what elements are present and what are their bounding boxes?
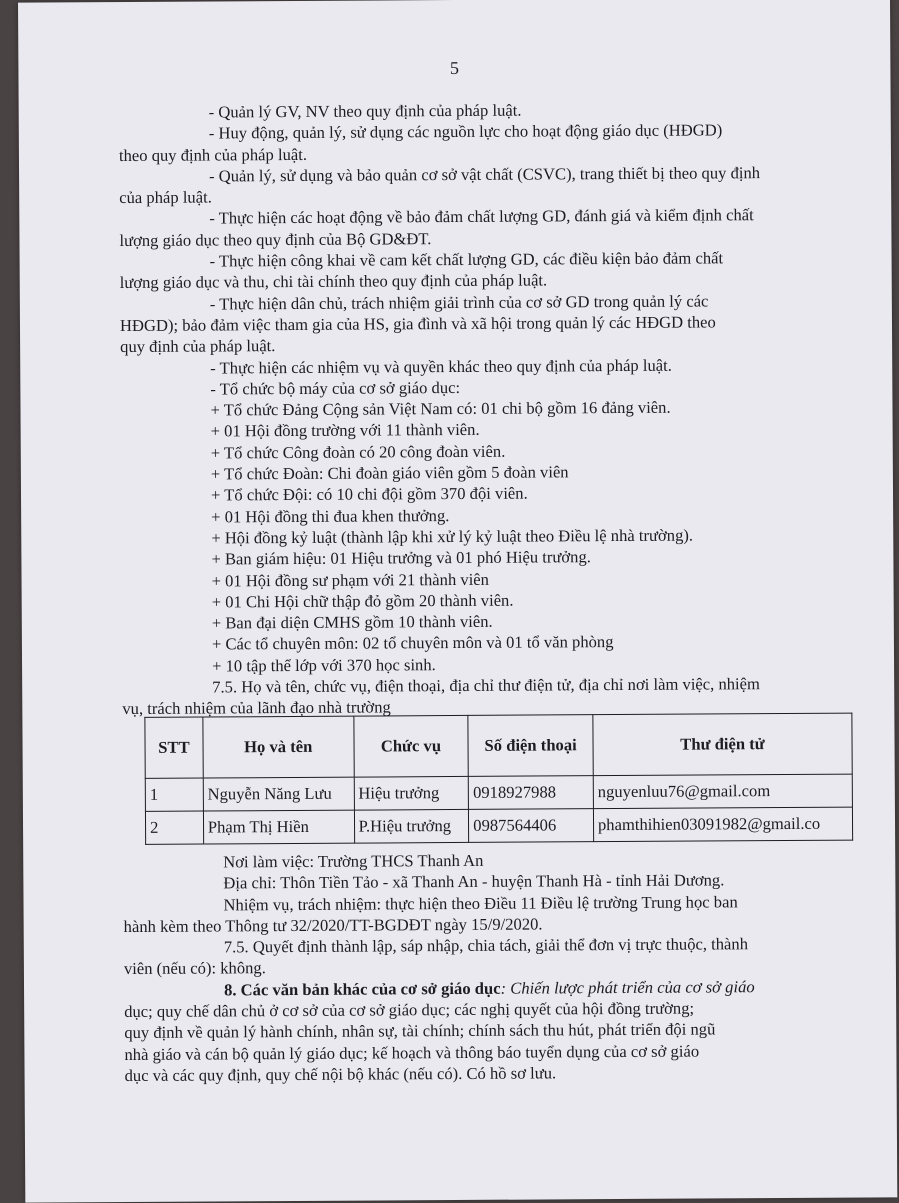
- text-line: + Ban giám hiệu: 01 Hiệu trưởng và 01 phó Hiệu trưởng.: [211, 547, 591, 569]
- header-phone: Số điện thoại: [468, 715, 593, 777]
- text-line: + Ban đại diện CMHS gồm 10 thành viên.: [211, 611, 493, 633]
- text-line: 7.5. Quyết định thành lập, sáp nhập, chia tách, giải thể đơn vị trực thuộc, thành: [223, 934, 749, 957]
- cell-email: phamthihien03091982@gmail.co: [593, 807, 852, 842]
- header-role: Chức vụ: [353, 715, 468, 777]
- cell-role: P.Hiệu trưởng: [354, 809, 469, 843]
- text-line: vụ, trách nhiệm của lãnh đạo nhà trường: [122, 697, 391, 719]
- text-line: + 10 tập thể lớp với 370 học sinh.: [212, 654, 436, 676]
- text-line: + Tổ chức Đoàn: Chi đoàn giáo viên gồm 5 đoàn viên: [210, 462, 569, 484]
- cell-stt: 1: [145, 778, 203, 811]
- text-line: + 01 Hội đồng thi đua khen thưởng.: [211, 505, 450, 527]
- section-8-lead: : Chiến lược phát triển của cơ sở giáo: [500, 976, 755, 998]
- section-8-line: quy định về quản lý hành chính, nhân sự, tài chính; chính sách thu hút, phát triển đội ngũ: [124, 1019, 716, 1043]
- cell-role: Hiệu trưởng: [354, 776, 469, 810]
- text-line: - Thực hiện công khai về cam kết chất lượng GD, các điều kiện bảo đảm chất: [209, 248, 724, 271]
- text-line: viên (nếu có): không.: [123, 958, 266, 979]
- section-8-heading: 8. Các văn bản khác của cơ sở giáo dục: [223, 978, 501, 1000]
- text-line: quy định của pháp luật.: [120, 336, 276, 357]
- header-name: Họ và tên: [203, 716, 354, 778]
- page-number: 5: [449, 57, 459, 79]
- section-8-line: dục và các quy định, quy chế nội bộ khác (nếu có). Có hồ sơ lưu.: [124, 1063, 557, 1086]
- text-line: Nhiệm vụ, trách nhiệm: thực hiện theo Điều 11 Điều lệ trường Trung học ban: [223, 891, 738, 915]
- text-line: 7.5. Họ và tên, chức vụ, điện thoại, địa chỉ thư điện tử, địa chỉ nơi làm việc, nhiệm: [212, 674, 760, 697]
- section-8-line: nhà giáo và cán bộ quản lý giáo dục; kế hoạch và thông báo tuyển dụng của cơ sở giáo: [124, 1041, 700, 1064]
- text-line: + Tổ chức Công đoàn có 20 công đoàn viên.: [210, 441, 506, 463]
- section-8-line: [124, 975, 840, 1001]
- document-page: [18, 0, 897, 1203]
- header-email: Thư điện tử: [593, 713, 852, 776]
- text-line: hành kèm theo Thông tư 32/2020/TT-BGDĐT ngày 15/9/2020.: [123, 914, 543, 936]
- text-line: + Hội đồng kỷ luật (thành lập khi xử lý kỷ luật theo Điều lệ nhà trường).: [211, 525, 694, 548]
- header-stt: STT: [145, 717, 203, 778]
- text-line: Địa chỉ: Thôn Tiền Tảo - xã Thanh An - huyện Thanh Hà - tỉnh Hải Dương.: [223, 870, 725, 893]
- cell-email: nguyenluu76@gmail.com: [593, 774, 852, 809]
- cell-stt: 2: [145, 811, 203, 844]
- text-line: - Huy động, quản lý, sử dụng các nguồn lực cho hoạt động giáo dục (HĐGD): [208, 120, 723, 143]
- text-line: - Tổ chức bộ máy của cơ sở giáo dục:: [210, 377, 461, 399]
- cell-phone: 0918927988: [468, 776, 593, 810]
- cell-phone: 0987564406: [469, 809, 594, 843]
- text-line: - Quản lý GV, NV theo quy định của pháp luật.: [208, 100, 522, 122]
- text-line: - Thực hiện dân chủ, trách nhiệm giải trình của cơ sở GD trong quản lý các: [209, 291, 709, 314]
- text-line: lượng giáo dục theo quy định của Bộ GD&ĐT.: [119, 228, 432, 250]
- table-row: [145, 774, 852, 811]
- text-line: + 01 Chi Hội chữ thập đỏ gồm 20 thành viên.: [211, 590, 514, 612]
- text-line: + Các tổ chuyên môn: 02 tổ chuyên môn và 01 tổ văn phòng: [211, 632, 614, 654]
- text-line: - Quản lý, sử dụng và bảo quản cơ sở vật chất (CSVC), trang thiết bị theo quy định: [209, 163, 761, 186]
- text-line: của pháp luật.: [119, 187, 212, 208]
- table-header-row: [145, 713, 852, 778]
- text-line: Nơi làm việc: Trường THCS Thanh An: [223, 850, 484, 872]
- table-row: [145, 807, 852, 844]
- text-line: theo quy định của pháp luật.: [118, 144, 308, 165]
- cell-name: Phạm Thị Hiền: [203, 810, 354, 844]
- document-body-top: [119, 98, 839, 720]
- text-line: - Thực hiện các nhiệm vụ và quyền khác theo quy định của pháp luật.: [210, 355, 672, 378]
- text-line: + 01 Hội đồng sư phạm với 21 thành viên: [211, 569, 490, 591]
- document-body-bottom: [123, 848, 840, 1087]
- section-8-line: dục; quy chế dân chủ ở cơ sở của cơ sở giáo dục; các nghị quyết của hội đồng trường;: [124, 998, 695, 1022]
- text-line: lượng giáo dục và thu, chi tài chính theo quy định của pháp luật.: [119, 270, 548, 293]
- text-line: + Tổ chức Đội: có 10 chi đội gồm 370 đội viên.: [210, 483, 528, 505]
- text-line: HĐGD); bảo đảm việc tham gia của HS, gia đình và xã hội trong quản lý các HĐGD theo: [119, 312, 716, 336]
- cell-name: Nguyễn Năng Lưu: [203, 777, 354, 811]
- leaders-table: [144, 713, 853, 845]
- text-line: + 01 Hội đồng trường với 11 thành viên.: [210, 420, 480, 441]
- text-line: - Thực hiện các hoạt động về bảo đảm chất lượng GD, đánh giá và kiểm định chất: [209, 205, 754, 228]
- text-line: + Tổ chức Đảng Cộng sản Việt Nam có: 01 chi bộ gồm 16 đảng viên.: [210, 397, 671, 420]
